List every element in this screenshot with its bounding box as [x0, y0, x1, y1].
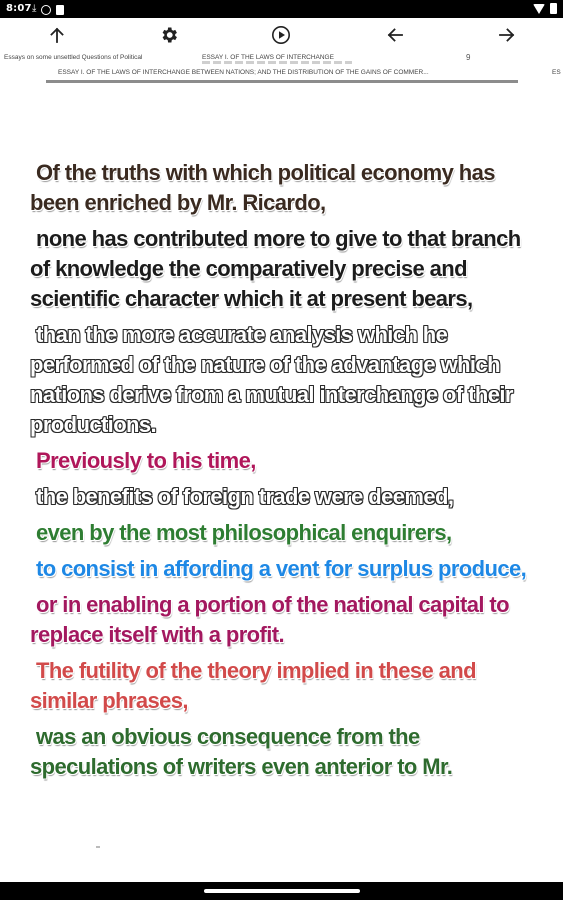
- arrow-up-icon: [48, 26, 66, 44]
- sd-card-icon: [56, 5, 64, 15]
- navigate-up-button[interactable]: [44, 22, 70, 48]
- settings-button[interactable]: [156, 22, 182, 48]
- wifi-icon: [533, 4, 545, 14]
- section-divider: [46, 80, 518, 83]
- next-button[interactable]: [494, 22, 520, 48]
- breadcrumb-chapter[interactable]: ESSAY I. OF THE LAWS OF INTERCHANGE: [202, 54, 334, 61]
- sentence[interactable]: even by the most philosophical enquirers,: [36, 520, 452, 545]
- battery-icon: [550, 3, 557, 14]
- read-aloud-button[interactable]: [268, 22, 294, 48]
- sentence[interactable]: to consist in affording a vent for surplus produce,: [36, 556, 527, 581]
- reader-toolbar: [0, 18, 563, 52]
- gear-icon: [159, 25, 179, 45]
- breadcrumb-overflow: [202, 61, 352, 64]
- arrow-right-icon: [498, 26, 516, 44]
- sentence[interactable]: Previously to his time,: [36, 448, 256, 473]
- sync-icon: [41, 5, 51, 15]
- status-time: 8:07: [6, 3, 32, 14]
- sentence[interactable]: The futility of the theory implied in these and similar phrases,: [30, 658, 476, 713]
- breadcrumb-next-section[interactable]: ES: [552, 69, 561, 76]
- navigation-bar: [0, 882, 563, 900]
- sentence[interactable]: the benefits of foreign trade were deemed,: [36, 484, 454, 509]
- notification-icons: [32, 2, 64, 16]
- sentence[interactable]: or in enabling a portion of the national capital to replace itself with a profit.: [30, 592, 509, 647]
- sentence[interactable]: was an obvious consequence from the speculations of writers even anterior to Mr.: [30, 724, 453, 779]
- page-number: 9: [466, 53, 471, 62]
- play-circle-icon: [271, 25, 291, 45]
- breadcrumb-section[interactable]: ESSAY I. OF THE LAWS OF INTERCHANGE BETWEEN NATIONS; AND THE DISTRIBUTION OF THE GAINS OF COMMER...: [58, 69, 429, 76]
- home-gesture-handle[interactable]: [204, 889, 360, 893]
- download-icon: ⤓: [32, 3, 37, 14]
- sentence[interactable]: than the more accurate analysis which he performed of the nature of the advantage which nations derive from a mutual interchange of their productions.: [30, 322, 513, 437]
- previous-button[interactable]: [382, 22, 408, 48]
- breadcrumb-book[interactable]: Essays on some unsettled Questions of Political: [4, 54, 143, 61]
- status-bar: [0, 0, 563, 18]
- sentence[interactable]: Of the truths with which political economy has been enriched by Mr. Ricardo,: [30, 160, 495, 215]
- system-icons: [533, 3, 557, 14]
- text-cutoff-mark: [96, 846, 100, 848]
- arrow-left-icon: [386, 26, 404, 44]
- breadcrumb: [0, 52, 563, 82]
- sentence[interactable]: none has contributed more to give to that branch of knowledge the comparatively precise and scientific character which it at present bears,: [30, 226, 521, 311]
- reading-text[interactable]: [30, 158, 530, 788]
